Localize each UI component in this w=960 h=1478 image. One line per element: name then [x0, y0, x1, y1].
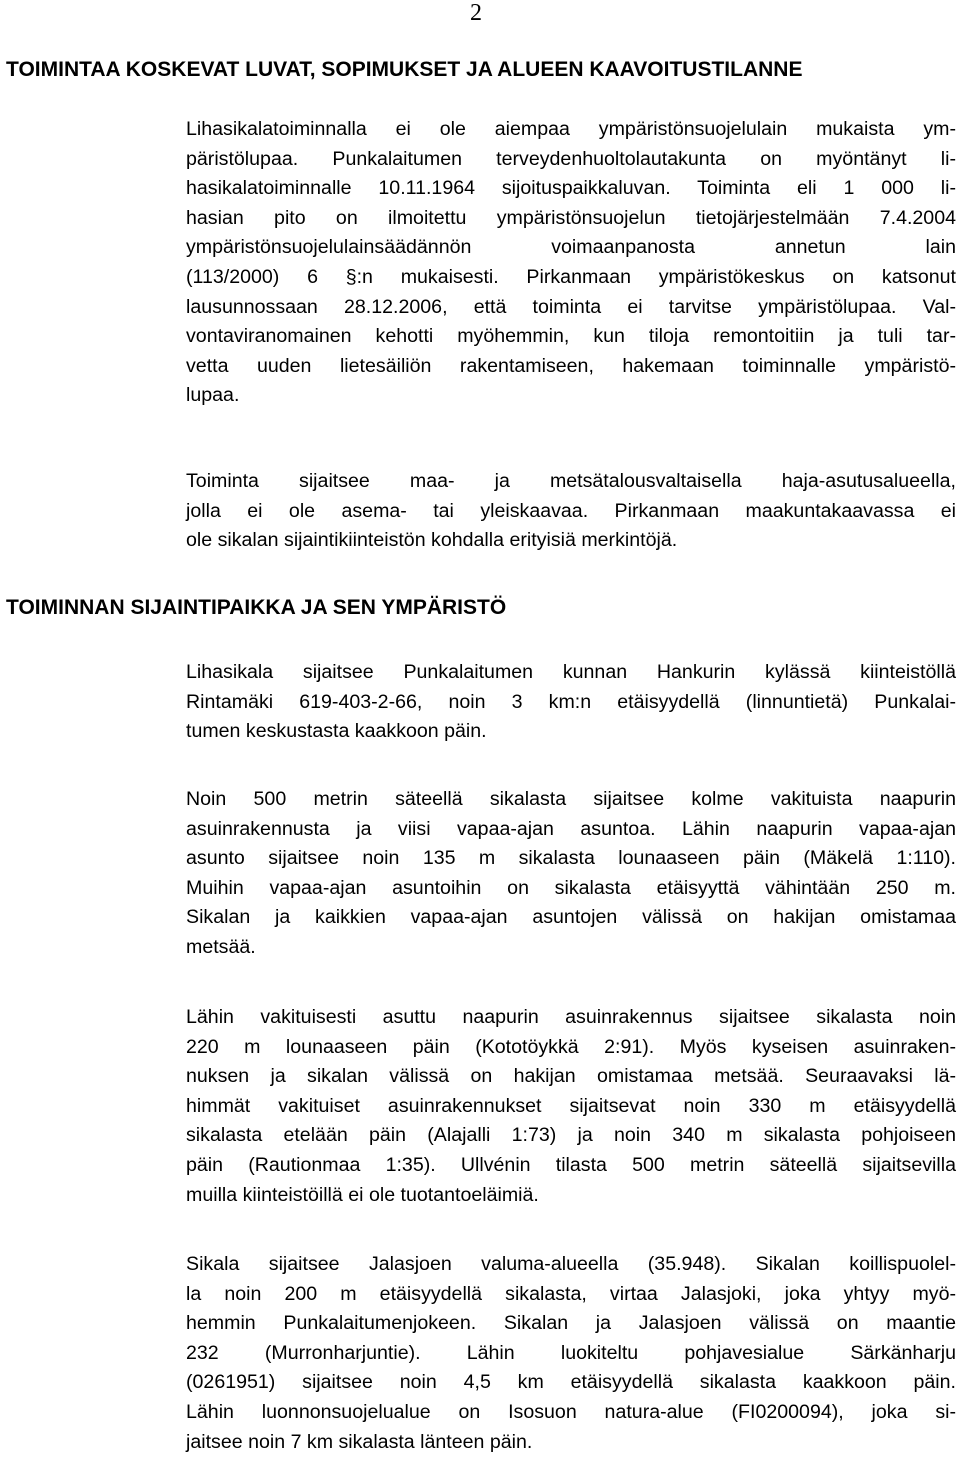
page-number: 2 [470, 0, 482, 26]
text-line: tumen keskustasta kaakkoon päin. [186, 720, 487, 743]
text-line: asuinrakennusta ja viisi vapaa-ajan asuntoa. Lähin naapurin vapaa-ajan [186, 817, 956, 840]
text-line: vetta uuden lietesäiliön rakentamiseen, hakemaan toiminnalle ympäristö- [186, 354, 956, 377]
text-line: la noin 200 m etäisyydellä sikalasta, virtaa Jalasjoki, joka yhtyy myö- [186, 1282, 956, 1305]
paragraph-permit-history [186, 115, 956, 411]
section-heading-permits: TOIMINTAA KOSKEVAT LUVAT, SOPIMUKSET JA ALUEEN KAAVOITUSTILANNE [6, 58, 803, 81]
text-line: Sikala sijaitsee Jalasjoen valuma-alueella (35.948). Sikalan koillispuolel- [186, 1253, 956, 1275]
text-line: ympäristönsuojelulainsäädännön voimaanpanosta annetun lain [186, 236, 956, 259]
paragraph-neighbours-permanent [186, 1003, 956, 1210]
text-line: lausunnossaan 28.12.2006, että toiminta ei tarvitse ympäristölupaa. Val- [186, 295, 956, 318]
text-line: hasian pito on ilmoitettu ympäristönsuojelun tietojärjestelmään 7.4.2004 [186, 206, 956, 229]
text-line: Lihasikalatoiminnalla ei ole aiempaa ympäristönsuojelulain mukaista ym- [186, 118, 956, 140]
text-line: hemmin Punkalaitumenjokeen. Sikalan ja Jalasjoen välissä on maantie [186, 1312, 956, 1335]
paragraph-location [186, 658, 956, 747]
text-line: metsää. [186, 935, 256, 958]
text-line: Toiminta sijaitsee maa- ja metsätalousvaltaisella haja-asutusalueella, [186, 470, 956, 492]
paragraph-neighbours-leisure [186, 785, 956, 963]
text-line: (0261951) sijaitsee noin 4,5 km etäisyydellä sikalasta kaakkoon päin. [186, 1371, 956, 1394]
text-line: 232 (Murronharjuntie). Lähin luokiteltu pohjavesialue Särkänharju [186, 1341, 956, 1364]
text-line: Noin 500 metrin säteellä sikalasta sijaitsee kolme vakituista naapurin [186, 788, 956, 810]
text-line: himmät vakituiset asuinrakennukset sijaitsevat noin 330 m etäisyydellä [186, 1094, 956, 1117]
text-line: 220 m lounaaseen päin (Kototöykkä 2:91). Myös kyseisen asuinraken- [186, 1035, 956, 1058]
text-line: päristölupaa. Punkalaitumen terveydenhuoltolautakunta on myöntänyt li- [186, 147, 956, 170]
text-line: Muihin vapaa-ajan asuntoihin on sikalasta etäisyyttä vähintään 250 m. [186, 876, 956, 899]
text-line: jaitsee noin 7 km sikalasta länteen päin. [186, 1430, 533, 1453]
text-line: hasikalatoiminnalle 10.11.1964 sijoituspaikkaluvan. Toiminta eli 1 000 li- [186, 177, 956, 200]
paragraph-zoning [186, 467, 956, 556]
text-line: sikalasta etelään päin (Alajalli 1:73) ja noin 340 m sikalasta pohjoiseen [186, 1124, 956, 1147]
text-line: asunto sijaitsee noin 135 m sikalasta lounaaseen päin (Mäkelä 1:110). [186, 847, 956, 870]
text-line: vontaviranomainen kehotti myöhemmin, kun tiloja remontoitiin ja tuli tar- [186, 325, 956, 348]
text-line: päin (Rautionmaa 1:35). Ullvénin tilasta 500 metrin säteellä sijaitsevilla [186, 1153, 956, 1176]
text-line: Lihasikala sijaitsee Punkalaitumen kunnan Hankurin kylässä kiinteistöllä [186, 661, 956, 683]
text-line: (113/2000) 6 §:n mukaisesti. Pirkanmaan ympäristökeskus on katsonut [186, 265, 956, 288]
section-heading-location: TOIMINNAN SIJAINTIPAIKKA JA SEN YMPÄRISTÖ [6, 596, 507, 619]
text-line: ole sikalan sijaintikiinteistön kohdalla erityisiä merkintöjä. [186, 529, 678, 552]
text-line: Rintamäki 619-403-2-66, noin 3 km:n etäisyydellä (linnuntietä) Punkalai- [186, 690, 956, 713]
text-line: Lähin luonnonsuojelualue on Isosuon natura-alue (FI0200094), joka si- [186, 1400, 956, 1423]
text-line: lupaa. [186, 384, 240, 407]
text-line: jolla ei ole asema- tai yleiskaavaa. Pirkanmaan maakuntakaavassa ei [186, 499, 956, 522]
text-line: nuksen ja sikalan välissä on hakijan omistamaa metsää. Seuraavaksi lä- [186, 1065, 956, 1088]
paragraph-waters [186, 1250, 956, 1457]
text-line: muilla kiinteistöillä ei ole tuotantoeläimiä. [186, 1183, 539, 1206]
text-line: Sikalan ja kaikkien vapaa-ajan asuntojen välissä on hakijan omistamaa [186, 906, 956, 929]
text-line: Lähin vakituisesti asuttu naapurin asuinrakennus sijaitsee sikalasta noin [186, 1006, 956, 1028]
